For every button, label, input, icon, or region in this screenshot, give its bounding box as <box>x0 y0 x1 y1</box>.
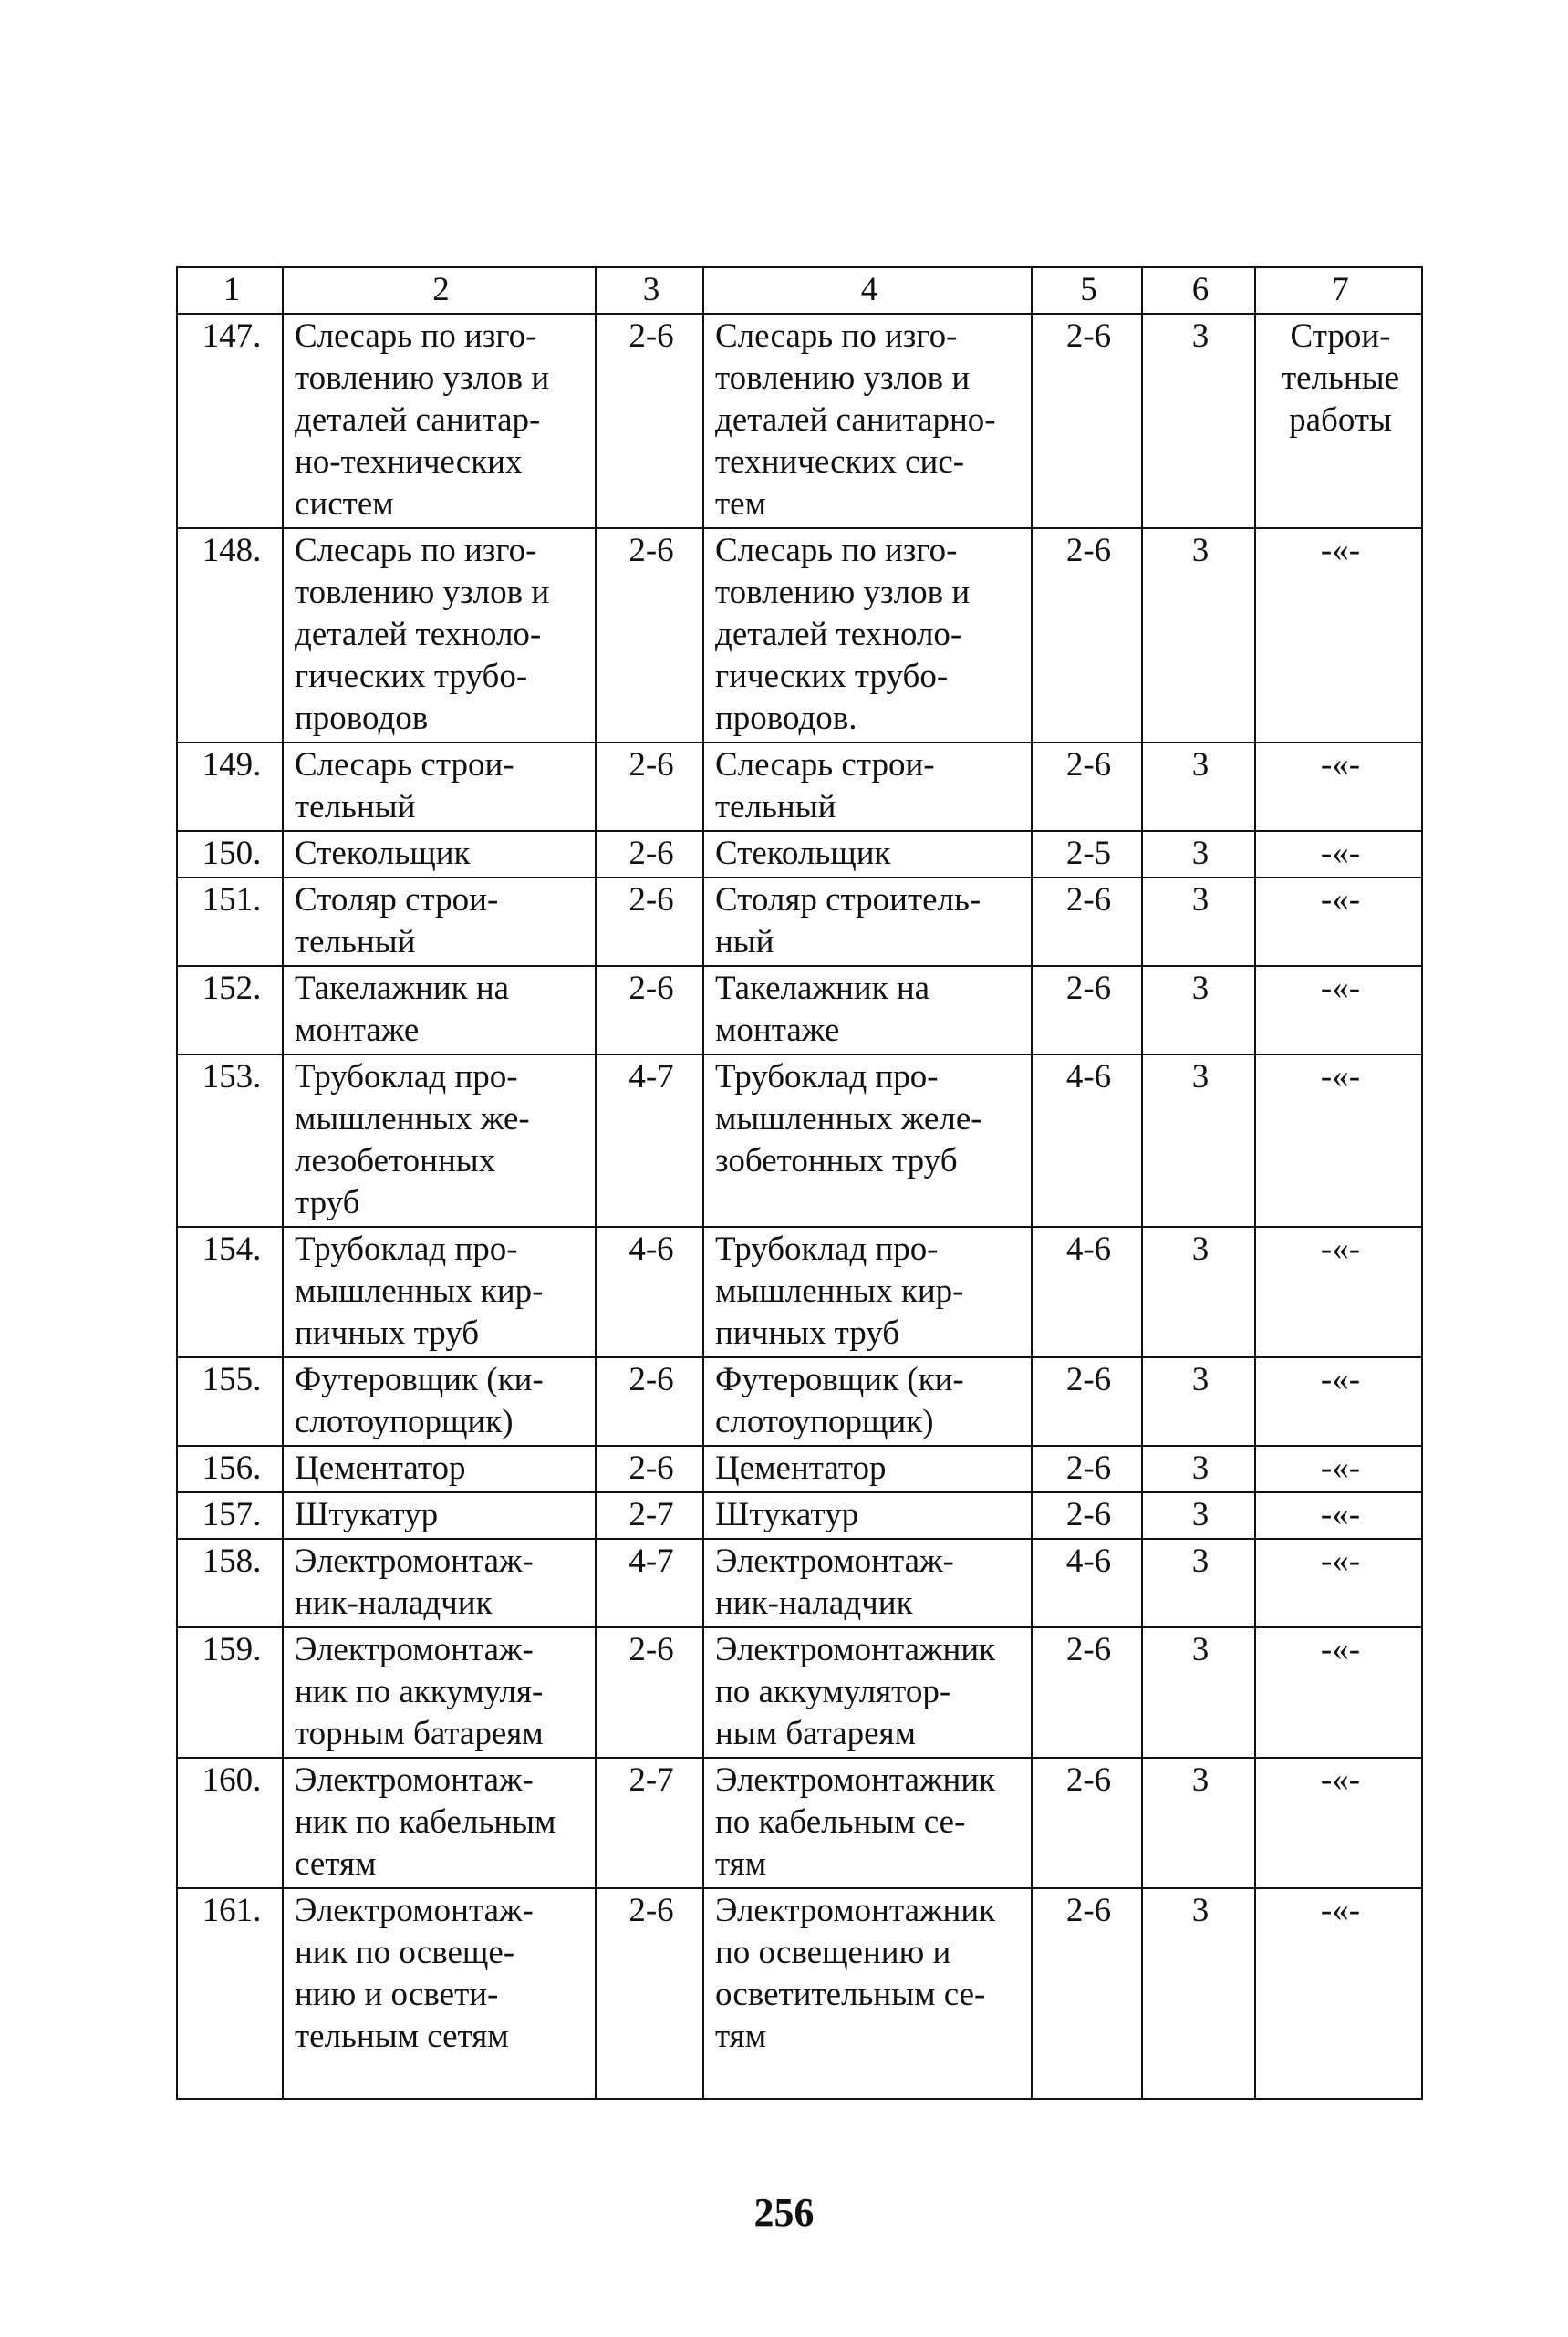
table-row <box>177 966 1422 1054</box>
row-number: 150. <box>177 831 283 878</box>
row-number: 155. <box>177 1357 283 1446</box>
grade-range: 2-6 <box>596 1357 703 1446</box>
grade-range: 2-7 <box>596 1492 703 1539</box>
column-6-value: 3 <box>1142 966 1255 1054</box>
new-profession-name: Стекольщик <box>703 831 1032 878</box>
column-7-value: -«- <box>1255 1054 1422 1227</box>
table-row <box>177 314 1422 528</box>
new-profession-name: Электромонтажник по аккумулятор- ным батареям <box>703 1627 1032 1758</box>
table-row <box>177 743 1422 831</box>
grade-range: 2-6 <box>596 878 703 966</box>
header-col-3: 3 <box>596 267 703 314</box>
profession-name: Цементатор <box>283 1446 596 1492</box>
table-row <box>177 1492 1422 1539</box>
page-number: 256 <box>753 2190 815 2235</box>
table-row <box>177 878 1422 966</box>
new-profession-name: Слесарь по изго- товлению узлов и деталей техноло- гических трубо- проводов. <box>703 528 1032 743</box>
new-profession-name: Столяр строитель- ный <box>703 878 1032 966</box>
new-grade-range: 2-6 <box>1032 1357 1142 1446</box>
table-row <box>177 1227 1422 1357</box>
column-7-value: -«- <box>1255 1758 1422 1888</box>
profession-table <box>176 266 1423 2100</box>
column-6-value: 3 <box>1142 528 1255 743</box>
column-7-value: -«- <box>1255 1627 1422 1758</box>
column-6-value: 3 <box>1142 1888 1255 2099</box>
new-grade-range: 2-6 <box>1032 743 1142 831</box>
column-6-value: 3 <box>1142 831 1255 878</box>
header-row <box>177 267 1422 314</box>
new-profession-name: Штукатур <box>703 1492 1032 1539</box>
row-number: 149. <box>177 743 283 831</box>
new-profession-name: Трубоклад про- мышленных кир- пичных труб <box>703 1227 1032 1357</box>
profession-name: Трубоклад про- мышленных же- лезобетонных труб <box>283 1054 596 1227</box>
row-number: 153. <box>177 1054 283 1227</box>
table-row <box>177 1054 1422 1227</box>
table-row <box>177 1888 1422 2099</box>
new-profession-name: Такелажник на монтаже <box>703 966 1032 1054</box>
column-6-value: 3 <box>1142 1627 1255 1758</box>
column-6-value: 3 <box>1142 1758 1255 1888</box>
row-number: 161. <box>177 1888 283 2099</box>
header-col-6: 6 <box>1142 267 1255 314</box>
table-row <box>177 1446 1422 1492</box>
profession-name: Такелажник на монтаже <box>283 966 596 1054</box>
column-7-value: -«- <box>1255 831 1422 878</box>
profession-name: Стекольщик <box>283 831 596 878</box>
new-grade-range: 2-6 <box>1032 528 1142 743</box>
new-grade-range: 2-6 <box>1032 314 1142 528</box>
row-number: 154. <box>177 1227 283 1357</box>
table-row <box>177 831 1422 878</box>
new-grade-range: 4-6 <box>1032 1539 1142 1627</box>
profession-name: Штукатур <box>283 1492 596 1539</box>
column-7-value: -«- <box>1255 1539 1422 1627</box>
new-grade-range: 2-6 <box>1032 878 1142 966</box>
new-grade-range: 2-6 <box>1032 1627 1142 1758</box>
new-grade-range: 2-6 <box>1032 966 1142 1054</box>
profession-name: Слесарь строи- тельный <box>283 743 596 831</box>
new-profession-name: Трубоклад про- мышленных желе- зобетонных труб <box>703 1054 1032 1227</box>
row-number: 158. <box>177 1539 283 1627</box>
column-7-value: -«- <box>1255 743 1422 831</box>
new-grade-range: 2-6 <box>1032 1888 1142 2099</box>
new-profession-name: Цементатор <box>703 1446 1032 1492</box>
column-7-value: -«- <box>1255 966 1422 1054</box>
column-6-value: 3 <box>1142 1054 1255 1227</box>
new-grade-range: 2-6 <box>1032 1492 1142 1539</box>
new-grade-range: 2-5 <box>1032 831 1142 878</box>
column-7-value: -«- <box>1255 1357 1422 1446</box>
profession-name: Электромонтаж- ник-наладчик <box>283 1539 596 1627</box>
grade-range: 4-6 <box>596 1227 703 1357</box>
row-number: 157. <box>177 1492 283 1539</box>
grade-range: 4-7 <box>596 1539 703 1627</box>
profession-name: Электромонтаж- ник по аккумуля- торным батареям <box>283 1627 596 1758</box>
grade-range: 4-7 <box>596 1054 703 1227</box>
profession-name: Столяр строи- тельный <box>283 878 596 966</box>
table-body <box>177 314 1422 2099</box>
new-profession-name: Слесарь по изго- товлению узлов и деталей санитарно- технических сис- тем <box>703 314 1032 528</box>
profession-name: Футеровщик (ки- слотоупорщик) <box>283 1357 596 1446</box>
column-6-value: 3 <box>1142 1446 1255 1492</box>
column-7-value: -«- <box>1255 1446 1422 1492</box>
table-row <box>177 1357 1422 1446</box>
table-row <box>177 1539 1422 1627</box>
grade-range: 2-6 <box>596 314 703 528</box>
header-col-2: 2 <box>283 267 596 314</box>
new-grade-range: 2-6 <box>1032 1446 1142 1492</box>
grade-range: 2-6 <box>596 528 703 743</box>
grade-range: 2-6 <box>596 1627 703 1758</box>
table-row <box>177 1758 1422 1888</box>
new-profession-name: Слесарь строи- тельный <box>703 743 1032 831</box>
column-7-value: -«- <box>1255 528 1422 743</box>
column-7-value: -«- <box>1255 878 1422 966</box>
column-7-value: -«- <box>1255 1227 1422 1357</box>
new-profession-name: Футеровщик (ки- слотоупорщик) <box>703 1357 1032 1446</box>
grade-range: 2-6 <box>596 831 703 878</box>
table-row <box>177 1627 1422 1758</box>
row-number: 159. <box>177 1627 283 1758</box>
new-profession-name: Электромонтажник по освещению и осветительным се- тям <box>703 1888 1032 2099</box>
row-number: 151. <box>177 878 283 966</box>
profession-name: Трубоклад про- мышленных кир- пичных труб <box>283 1227 596 1357</box>
grade-range: 2-6 <box>596 1446 703 1492</box>
new-grade-range: 4-6 <box>1032 1227 1142 1357</box>
header-col-1: 1 <box>177 267 283 314</box>
row-number: 148. <box>177 528 283 743</box>
profession-name: Слесарь по изго- товлению узлов и деталей техноло- гических трубо- проводов <box>283 528 596 743</box>
header-col-7: 7 <box>1255 267 1422 314</box>
column-7-value: -«- <box>1255 1492 1422 1539</box>
column-6-value: 3 <box>1142 314 1255 528</box>
column-7-value: -«- <box>1255 1888 1422 2099</box>
new-grade-range: 2-6 <box>1032 1758 1142 1888</box>
new-profession-name: Электромонтаж- ник-наладчик <box>703 1539 1032 1627</box>
column-7-value: Строи- тельные работы <box>1255 314 1422 528</box>
row-number: 152. <box>177 966 283 1054</box>
row-number: 147. <box>177 314 283 528</box>
column-6-value: 3 <box>1142 878 1255 966</box>
grade-range: 2-6 <box>596 966 703 1054</box>
new-profession-name: Электромонтажник по кабельным се- тям <box>703 1758 1032 1888</box>
profession-name: Слесарь по изго- товлению узлов и деталей санитар- но-технических систем <box>283 314 596 528</box>
table-row <box>177 528 1422 743</box>
column-6-value: 3 <box>1142 1227 1255 1357</box>
grade-range: 2-6 <box>596 1888 703 2099</box>
row-number: 160. <box>177 1758 283 1888</box>
new-grade-range: 4-6 <box>1032 1054 1142 1227</box>
header-col-5: 5 <box>1032 267 1142 314</box>
column-6-value: 3 <box>1142 1492 1255 1539</box>
profession-name: Электромонтаж- ник по освеще- нию и освети- тельным сетям <box>283 1888 596 2099</box>
column-6-value: 3 <box>1142 1357 1255 1446</box>
row-number: 156. <box>177 1446 283 1492</box>
column-6-value: 3 <box>1142 743 1255 831</box>
grade-range: 2-6 <box>596 743 703 831</box>
grade-range: 2-7 <box>596 1758 703 1888</box>
column-6-value: 3 <box>1142 1539 1255 1627</box>
header-col-4: 4 <box>703 267 1032 314</box>
profession-name: Электромонтаж- ник по кабельным сетям <box>283 1758 596 1888</box>
